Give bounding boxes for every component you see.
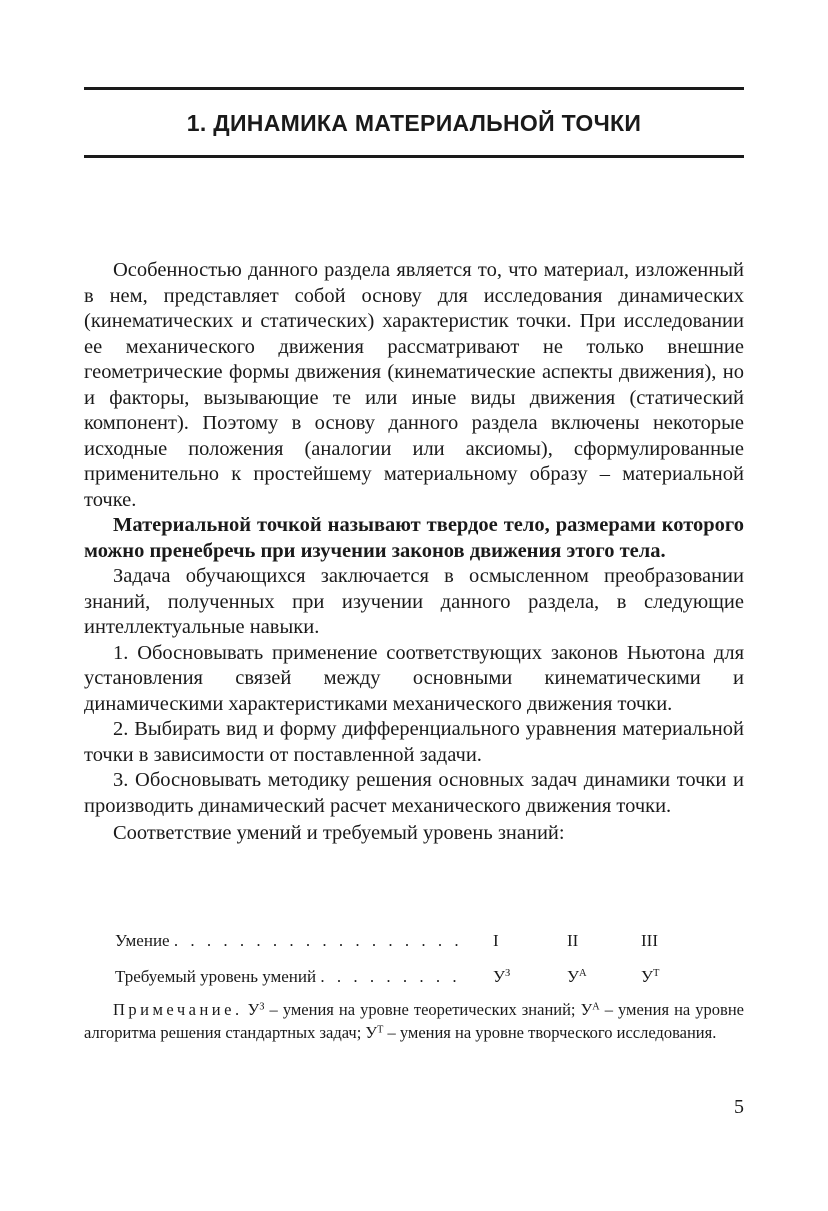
- code-cell: $У^З$: [493, 967, 511, 986]
- table-intro: Соответствие умений и требуемый уровень знаний:: [113, 822, 565, 844]
- table-row: [115, 923, 715, 959]
- bottom-rule: [84, 155, 744, 158]
- top-rule: [84, 87, 744, 90]
- skill-item-2: 2. Выбирать вид и форму дифференциального уравнения материальной точки в зависимости от поставленной задачи.: [84, 718, 744, 766]
- level-cell: III: [641, 931, 658, 950]
- skills-table: [115, 923, 715, 995]
- row-label-required-level: Требуемый уровень умений: [115, 967, 317, 986]
- level-cell: I: [493, 931, 499, 950]
- body-text: [84, 258, 744, 847]
- page-number: 5: [734, 1096, 744, 1118]
- code-cell: $У^Т$: [641, 967, 660, 986]
- leader-dots: . . . . . . . . . . . . . . . . . .: [173, 931, 463, 950]
- chapter-title: 1. ДИНАМИКА МАТЕРИАЛЬНОЙ ТОЧКИ: [186, 110, 642, 136]
- table-row-label: [115, 959, 493, 995]
- intro-paragraph: Особенностью данного раздела является то, что материал, изложенный в нем, представляет собой основу для исследования динамических (кинематических и статических) характеристик точки. При исследовании ее механического движения рассматривают не только внешние геометрические формы движения (кинематические аспекты движения), но и факторы, вызывающие те или иные виды движения (статический компонент). Поэтому в основу данного раздела включены некоторые исходные положения (аналогии или аксиомы), сформулированные применительно к простейшему материальному образу – материальной точке.: [84, 259, 744, 511]
- code-cell: $У^А$: [567, 967, 587, 986]
- task-paragraph: Задача обучающихся заключается в осмысленном преобразовании знаний, полученных при изучении данного раздела, в следующие интеллектуальные навыки.: [84, 565, 744, 638]
- leader-dots: . . . . . . . . .: [320, 967, 461, 986]
- skill-item-1: 1. Обосновывать применение соответствующих законов Ньютона для установления связей между основными кинематическими и динамическими характеристиками механического движения точки.: [84, 641, 744, 715]
- table-note: Примечание. $У^З$ – умения на уровне теоретических знаний; $У^А$ – умения на уровне алгоритма решения стандартных задач; $У^Т$ – умения на уровне творческого исследования.: [84, 1000, 745, 1042]
- table-row: [115, 959, 715, 995]
- level-cell: II: [567, 931, 579, 950]
- table-row-label: [115, 923, 493, 959]
- skill-item-3: 3. Обосновывать методику решения основных задач динамики точки и производить динамический расчет механического движения точки.: [84, 769, 744, 817]
- definition-paragraph: Материальной точкой называют твердое тело, размерами которого можно пренебречь при изучении законов движения этого тела.: [84, 514, 744, 562]
- row-label-skill: Умение: [115, 931, 170, 950]
- note-label: Примечание.: [113, 1000, 243, 1019]
